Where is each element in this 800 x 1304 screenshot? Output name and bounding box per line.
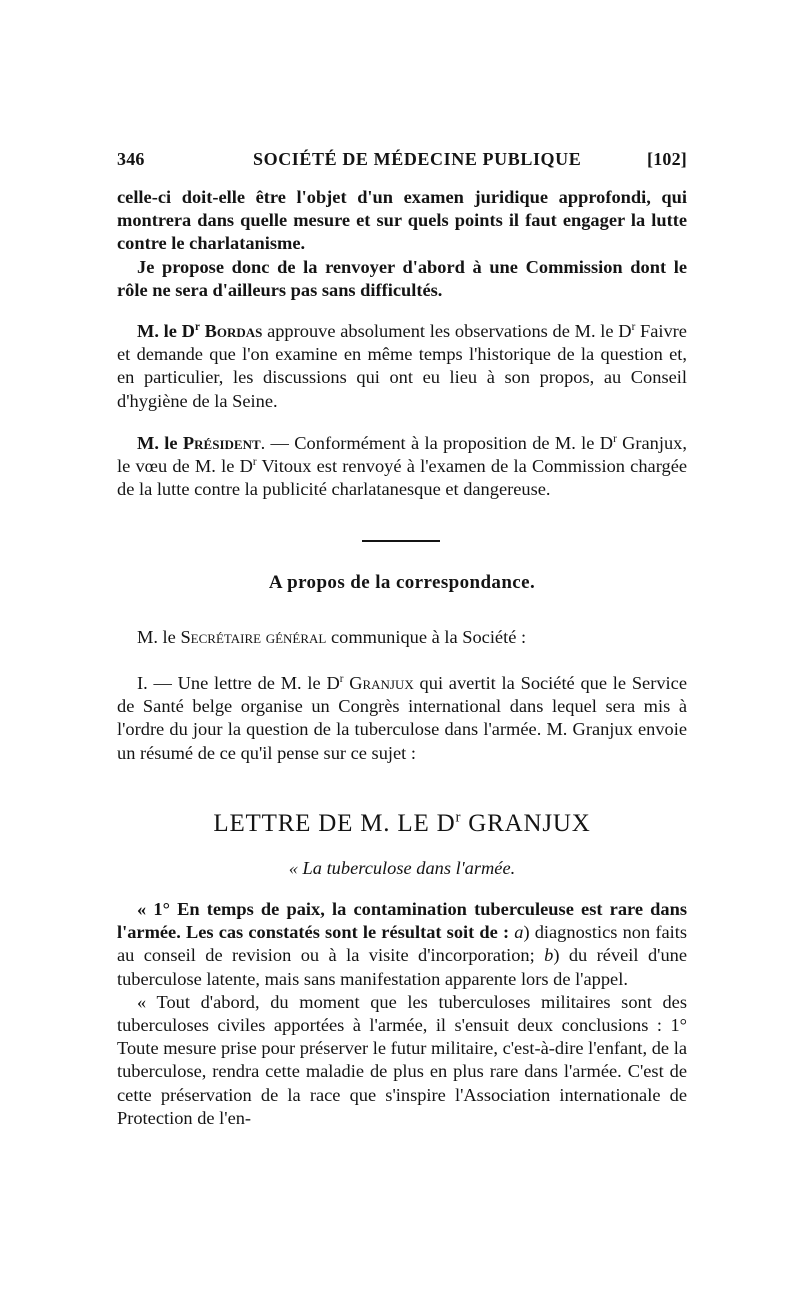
paragraph-2: Je propose donc de la renvoyer d'abord à une Commission dont le rôle ne sera d'ailleurs pas sans difficultés. (117, 256, 687, 300)
secretary-paragraph: M. le Secrétaire général communique à la Société : (137, 627, 527, 647)
letter-subtitle: « La tuberculose dans l'armée. (288, 858, 516, 878)
letter-paragraph-1: « 1° En temps de paix, la contamination tuberculeuse est rare dans l'armée. Les cas constatés sont le résultat soit de : a) diagnostics non faits au conseil de revision ou à la visite d'incorporation; b) du réveil d'une tuberculose latente, mais sans manifestation apparente lors de l'appel. (117, 899, 688, 989)
paragraph-continuation (117, 186, 687, 302)
letter-paragraph-2: « Tout d'abord, du moment que les tuberculoses militaires sont des tuberculoses civiles apportées à l'armée, il s'ensuit deux conclusions : 1° Toute mesure prise pour préserver le futur militaire, c'est-à-dire l'enfant, de la tuberculose, rendra cette maladie de plus en plus rare dans l'armée. C'est de cette préservation de la race que s'inspire l'Association internationale de Protection de l'en- (117, 991, 687, 1128)
page-number: 346 (117, 149, 145, 169)
item-1-paragraph: I. — Une lettre de M. le $D^r$ Granjux qui avertit la Société que le Service de Santé belge organise un Congrès international dans lequel sera mis à l'ordre du jour la question de la tuberculose dans l'armée. M. Granjux envoie un résumé de ce qu'il pense sur ce sujet : (117, 672, 687, 763)
running-title: SOCIÉTÉ DE MÉDECINE PUBLIQUE (253, 149, 582, 169)
paragraph-1: celle-ci doit-elle être l'objet d'un examen juridique approfondi, qui montrera dans quelle mesure et sur quels points il faut engager la lutte contre le charlatanisme. (117, 187, 687, 254)
speaker-label: M. le $D^r$ Bordas (137, 320, 263, 341)
bracket-number: [102] (647, 149, 687, 169)
bordas-paragraph (117, 320, 687, 413)
president-paragraph (117, 432, 687, 502)
section-title: A propos de la correspondance. (268, 572, 536, 593)
letter-title: LETTRE DE M. LE $D^r$ GRANJUX (213, 809, 591, 837)
speaker-label: M. le Président (137, 433, 261, 453)
secretary-title: Secrétaire général (180, 627, 327, 647)
president-text: . — Conformément à la proposition de M. le $D^r$ Granjux, le vœu de M. le $D^r$ Vitoux est renvoyé à l'examen de la Commission chargée de la lutte contre la publicité charlatanesque et dangereuse. (117, 432, 688, 500)
granjux-name: Granjux (349, 673, 414, 693)
bordas-text: approuve absolument les observations de M. le $D^r$ Faivre et demande que l'on examine en même temps l'historique de la question et, en particulier, les discussions qui ont eu lieu à son propos, au Conseil d'hygiène de la Seine. (117, 320, 687, 411)
letter-body (117, 898, 687, 1130)
section-divider (362, 540, 440, 542)
